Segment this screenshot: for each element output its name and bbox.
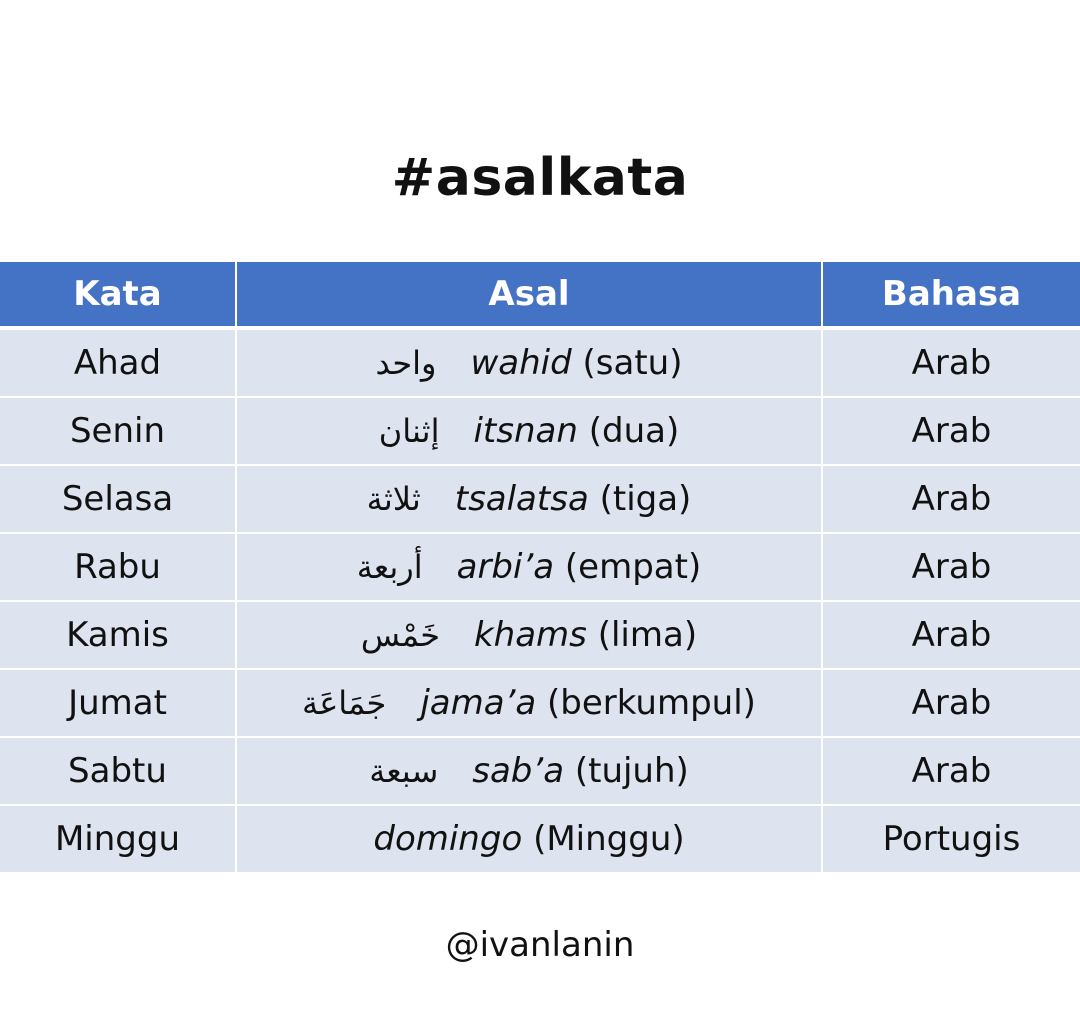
- cell-asal: [236, 737, 822, 805]
- cell-kata: Senin: [0, 397, 236, 465]
- table-row: [0, 397, 1080, 465]
- cell-asal: [236, 465, 822, 533]
- cell-asal: [236, 805, 822, 873]
- cell-kata: Selasa: [0, 465, 236, 533]
- transliteration: domingo: [373, 819, 523, 859]
- cell-asal: [236, 601, 822, 669]
- arabic-word: خَمْس: [360, 616, 440, 654]
- cell-bahasa: Arab: [822, 737, 1080, 805]
- arabic-word: إثنان: [378, 412, 440, 450]
- table-row: [0, 465, 1080, 533]
- cell-bahasa: Arab: [822, 601, 1080, 669]
- transliteration: wahid: [470, 343, 572, 383]
- cell-kata: Ahad: [0, 328, 236, 397]
- cell-bahasa: Arab: [822, 669, 1080, 737]
- transliteration: itsnan: [473, 411, 578, 451]
- transliteration: sab’a: [472, 751, 565, 791]
- arabic-word: واحد: [375, 344, 437, 382]
- cell-bahasa: Arab: [822, 533, 1080, 601]
- header-bahasa: Bahasa: [822, 262, 1080, 328]
- table-row: [0, 737, 1080, 805]
- table-row: [0, 533, 1080, 601]
- arabic-word: أربعة: [356, 548, 423, 586]
- meaning: (empat): [564, 547, 702, 587]
- meaning: (tujuh): [574, 751, 689, 791]
- header-asal: Asal: [236, 262, 822, 328]
- header-kata: Kata: [0, 262, 236, 328]
- transliteration: tsalatsa: [454, 479, 589, 519]
- cell-kata: Sabtu: [0, 737, 236, 805]
- arabic-word: سبعة: [369, 752, 439, 790]
- word-origin-table-container: [0, 262, 1080, 874]
- meaning: (lima): [597, 615, 698, 655]
- cell-asal: [236, 533, 822, 601]
- cell-asal: [236, 328, 822, 397]
- arabic-word: جَمَاعَة: [302, 684, 387, 722]
- cell-kata: Rabu: [0, 533, 236, 601]
- cell-bahasa: Arab: [822, 397, 1080, 465]
- table-row: [0, 805, 1080, 873]
- cell-kata: Kamis: [0, 601, 236, 669]
- cell-bahasa: Arab: [822, 328, 1080, 397]
- page-title: #asalkata: [391, 148, 689, 208]
- meaning: (Minggu): [533, 819, 685, 859]
- meaning: (tiga): [599, 479, 692, 519]
- transliteration: jama’a: [420, 683, 537, 723]
- transliteration: arbi’a: [456, 547, 555, 587]
- cell-asal: [236, 669, 822, 737]
- cell-kata: Jumat: [0, 669, 236, 737]
- table-header-row: [0, 262, 1080, 328]
- table-row: [0, 669, 1080, 737]
- arabic-word: ثلاثة: [366, 480, 421, 518]
- cell-bahasa: Portugis: [822, 805, 1080, 873]
- author-handle: @ivanlanin: [445, 925, 635, 965]
- transliteration: khams: [473, 615, 587, 655]
- cell-bahasa: Arab: [822, 465, 1080, 533]
- meaning: (satu): [582, 343, 683, 383]
- table-row: [0, 328, 1080, 397]
- meaning: (dua): [588, 411, 680, 451]
- table-row: [0, 601, 1080, 669]
- meaning: (berkumpul): [547, 683, 756, 723]
- cell-kata: Minggu: [0, 805, 236, 873]
- word-origin-table: [0, 262, 1080, 874]
- cell-asal: [236, 397, 822, 465]
